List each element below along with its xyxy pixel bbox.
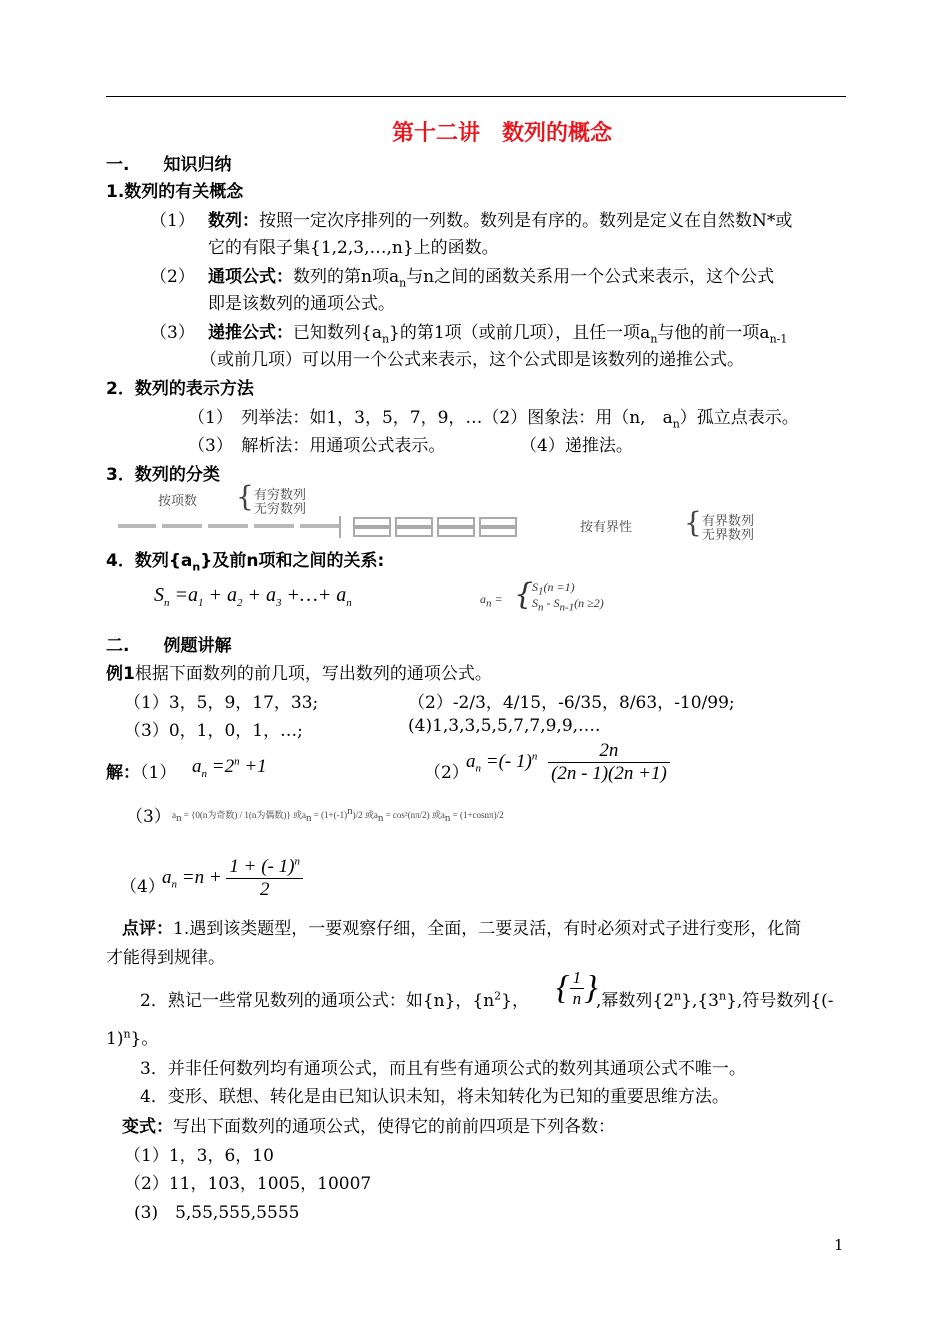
variant-1: （1）1，3，6，10 xyxy=(124,1146,274,1166)
solution-3-number: （3） xyxy=(126,807,171,827)
question-1: （1）3，5，9，17，33; xyxy=(124,693,319,713)
page-number: 1 xyxy=(834,1236,844,1254)
variant-prompt: 变式：写出下面数列的通项公式，使得它的前前四项是下列各数： xyxy=(122,1117,615,1137)
question-2: （2）-2/3，4/15，-6/35，8/63，-10/99; xyxy=(408,693,735,713)
representation-line2b: （4）递推法。 xyxy=(520,436,633,456)
subsection-1-heading: 1.数列的有关概念 xyxy=(106,182,244,202)
page-title: 第十二讲 数列的概念 xyxy=(392,121,613,146)
solution-2-number: （2） xyxy=(424,763,469,783)
representation-line1: （1） 列举法：如1，3，5，7，9，…（2）图象法：用（n, $a_n$）孤立点表示。 xyxy=(188,408,799,431)
faint-classification-graphic xyxy=(118,512,538,540)
item-3-number: （3） xyxy=(150,323,195,343)
comment-line1b: 才能得到规律。 xyxy=(106,948,225,968)
representation-line2a: （3） 解析法：用通项公式表示。 xyxy=(188,436,446,456)
example-1-prompt: 例1根据下面数列的前几项，写出数列的通项公式。 xyxy=(106,664,492,684)
item-1-line1: 数列：按照一定次序排列的一列数。数列是有序的。数列是定义在自然数N*或 xyxy=(208,211,793,231)
comment-line2-end: 1)$^n$}。 xyxy=(106,1027,159,1049)
subsection-3-heading: 3．数列的分类 xyxy=(106,465,220,485)
question-3: （3）0，1，0，1，…; xyxy=(124,721,303,741)
variant-2: （2）11，103，1005，10007 xyxy=(124,1174,372,1194)
item-2-line2: 即是该数列的通项公式。 xyxy=(208,294,395,314)
item-2-line1: 通项公式：数列的第n项$a_n$与n之间的函数关系用一个公式来表示，这个公式 xyxy=(208,267,775,290)
section-1-heading: 一. 知识归纳 xyxy=(106,155,232,175)
subsection-2-heading: 2．数列的表示方法 xyxy=(106,379,254,399)
solution-4-formula: $a_n =n$ + $\frac{1 + (- 1)^n}{2}$ xyxy=(162,856,303,901)
solution-3-formula: $a_n = \{0(n$为奇数) / 1(n为偶数)} 或$a_n = (1+(-1)^n)/2$ 或$a_n = \cos^2(n\pi/2)$ 或$a_n = (1+\cos n\pi)/2$ xyxy=(172,805,504,824)
reciprocal-sequence-formula: { $\frac{1}{n}$ } xyxy=(556,968,598,1008)
comment-line4: 4．变形、联想、转化是由已知认识未知，将未知转化为已知的重要思维方法。 xyxy=(140,1087,729,1107)
variant-3: (3) 5,55,555,5555 xyxy=(134,1203,300,1223)
item-2-number: （2） xyxy=(150,267,195,287)
solution-1: 解：（1） xyxy=(106,763,177,783)
comment-line2-continued: ,幂数列{2$^n$},{3$^n$},符号数列{(- xyxy=(596,989,834,1011)
item-3-line2: （或前几项）可以用一个公式来表示，这个公式即是该数列的递推公式。 xyxy=(200,350,744,370)
comment-line3: 3．并非任何数列均有通项公式，而且有些有通项公式的数列其通项公式不唯一。 xyxy=(140,1059,746,1079)
item-1-number: （1） xyxy=(150,211,195,231)
solution-2-formula: $a_n$ =(- 1)$^n$ $\frac{2n}{(2n - 1)(2n +1)}$ xyxy=(466,740,670,785)
section-2-heading: 二. 例题讲解 xyxy=(106,636,232,656)
solution-1-formula: $a_n =2^n +1$ xyxy=(192,755,267,780)
item-1-line2: 它的有限子集{1,2,3,…,n}上的函数。 xyxy=(208,238,499,258)
comment-line1: 点评：1.遇到该类题型，一要观察仔细，全面，二要灵活，有时必须对式子进行变形，化简 xyxy=(122,919,802,939)
sum-formula: $S_n =a_1 + a_2 + a_3$ +…+ $a_n$ xyxy=(154,584,352,609)
header-rule xyxy=(106,96,846,97)
comment-line2: 2．熟记一些常见数列的通项公式：如{n}，$\{n^2\}$， xyxy=(140,989,529,1011)
question-4: (4)1,3,3,5,5,7,7,9,9,…. xyxy=(408,716,601,736)
solution-4-number: （4） xyxy=(120,877,165,897)
item-3-line1: 递推公式：已知数列$\{a_n\}$的第1项（或前几项），且任一项$a_n$与他的前一项$a_{n-1}$ xyxy=(208,323,788,346)
subsection-4-heading: 4．数列$\{a_n\}$及前n项和之间的关系: xyxy=(106,551,385,574)
